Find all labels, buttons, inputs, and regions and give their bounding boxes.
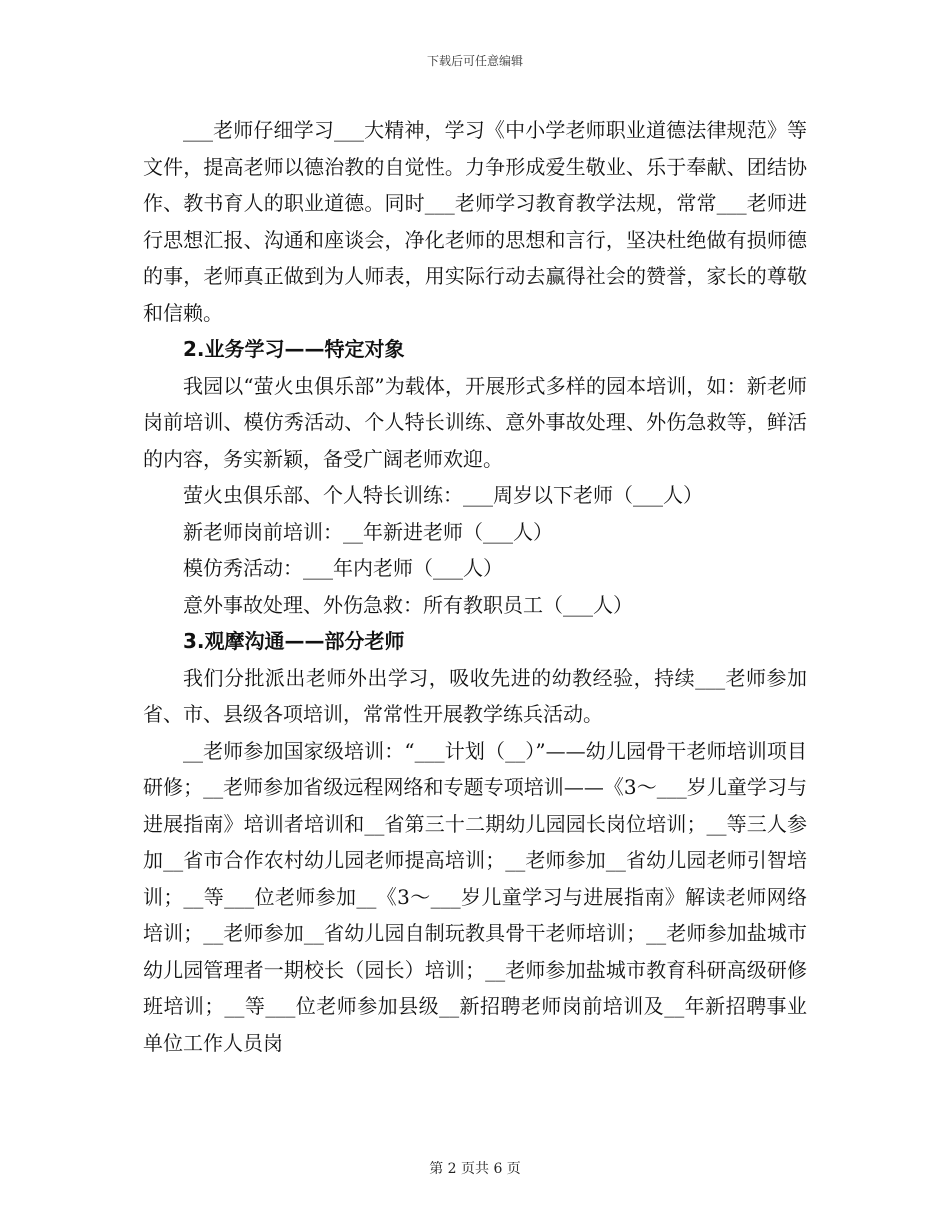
page-header: 下载后可任意编辑 <box>426 54 523 68</box>
paragraph-external-study: 我们分批派出老师外出学习，吸收先进的幼教经验，持续___老师参加省、市、县级各项培训，常常性开展教学练兵活动。 <box>143 665 807 726</box>
training-item-new-teacher: 新老师岗前培训：__年新进老师（___人） <box>183 519 553 544</box>
paragraph-training: 我园以“萤火虫俱乐部”为载体，开展形式多样的园本培训，如：新老师岗前培训、模仿秀活动、个人特长训练、意外事故处理、外伤急救等，鲜活的内容，务实新颖，备受广阔老师欢迎。 <box>143 373 807 471</box>
paragraph-training-list: __老师参加国家级培训：“___计划（__）”——幼儿园骨干老师培训项目研修；__老师参加省级远程网络和专题专项培训——《3～___岁儿童学习与进展指南》培训者培训和__省第三十二期幼儿园园长岗位培训；__等三人参加__省市合作农村幼儿园老师提高培训；__老师参加__省幼儿园老师引智培训；__等___位老师参加__《3～___岁儿童学习与进展指南》解读老师网络培训；__老师参加__省幼儿园自制玩教具骨干老师培训；__老师参加盐城市幼儿园管理者一期校长（园长）培训；__老师参加盐城市教育科研高级研修班培训；__等___位老师参加县级__新招聘老师岗前培训及__年新招聘事业单位工作人员岗 <box>143 738 807 1055</box>
section-heading-business-study: 2.业务学习——特定对象 <box>183 337 405 361</box>
page-footer: 第 2 页共 6 页 <box>429 1161 521 1177</box>
document-body <box>143 112 807 1061</box>
training-item-imitation: 模仿秀活动：___年内老师（___人） <box>183 556 503 580</box>
paragraph-ethics: ___老师仔细学习___大精神，学习《中小学老师职业道德法律规范》等文件，提高老师以德治教的自觉性。力争形成爱生敬业、乐于奉献、团结协作、教书育人的职业道德。同时___老师学习教育教学法规，常常___老师进行思想汇报、沟通和座谈会，净化老师的思想和言行，坚决杜绝做有损师德的事，老师真正做到为人师表，用实际行动去赢得社会的赞誉，家长的尊敬和信赖。 <box>143 118 807 325</box>
training-item-first-aid: 意外事故处理、外伤急救：所有教职员工（___人） <box>183 592 633 617</box>
training-item-firefly: 萤火虫俱乐部、个人特长训练：___周岁以下老师（___人） <box>183 483 703 507</box>
section-heading-observation: 3.观摩沟通——部分老师 <box>183 629 405 653</box>
